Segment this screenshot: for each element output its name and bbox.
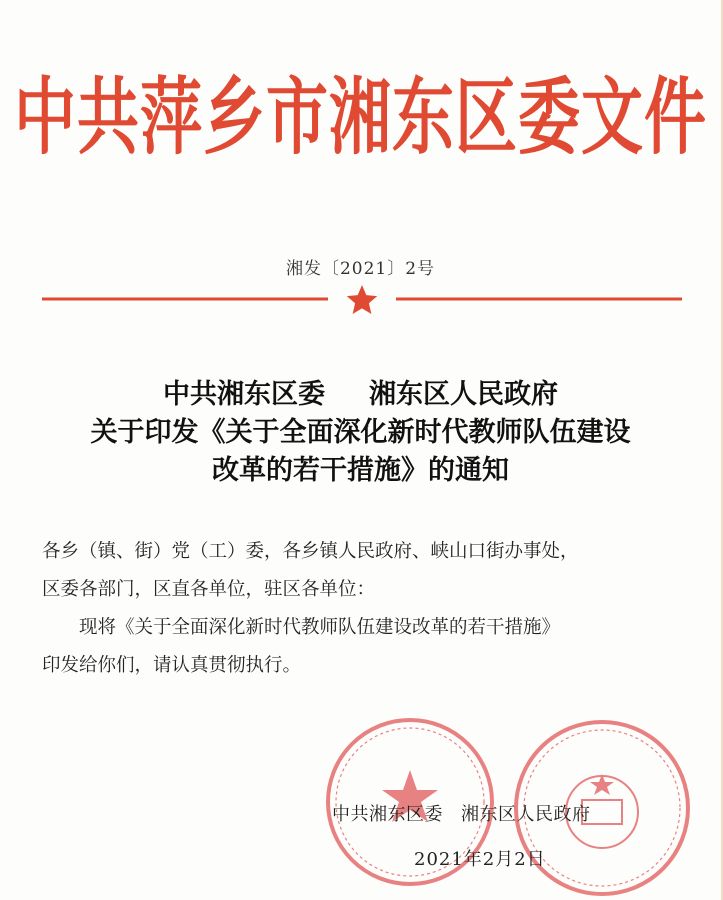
star-icon	[347, 285, 377, 314]
issuer-party-committee: 中共湘东区委	[163, 379, 325, 410]
document-number: 湘发〔2021〕2号	[285, 259, 436, 279]
body-paragraph-line-1: 现将《关于全面深化新时代教师队伍建设改革的若干措施》	[79, 617, 561, 638]
notice-body	[42, 533, 682, 685]
notice-title-line2: 关于印发《关于全面深化新时代教师队伍建设	[90, 417, 631, 448]
red-divider-with-star	[42, 285, 682, 315]
document-header-title: 中共萍乡市湘东区委文件	[13, 67, 707, 167]
issuer-government: 湘东区人民政府	[369, 379, 558, 410]
body-paragraph-line-2: 印发给你们，请认真贯彻执行。	[42, 655, 302, 676]
document-date: 2021年2月2日	[414, 849, 546, 870]
notice-title-line1	[0, 376, 721, 414]
signature-government: 湘东区人民政府	[461, 804, 591, 825]
signature-line	[332, 800, 591, 826]
notice-title	[0, 376, 721, 490]
notice-title-line3: 改革的若干措施》的通知	[212, 455, 509, 486]
signature-party-committee: 中共湘东区委	[332, 804, 443, 825]
addressee-line-1: 各乡（镇、街）党（工）委，各乡镇人民政府、峡山口街办事处，	[42, 541, 579, 562]
addressee-line-2: 区委各部门，区直各单位，驻区各单位：	[42, 579, 376, 600]
